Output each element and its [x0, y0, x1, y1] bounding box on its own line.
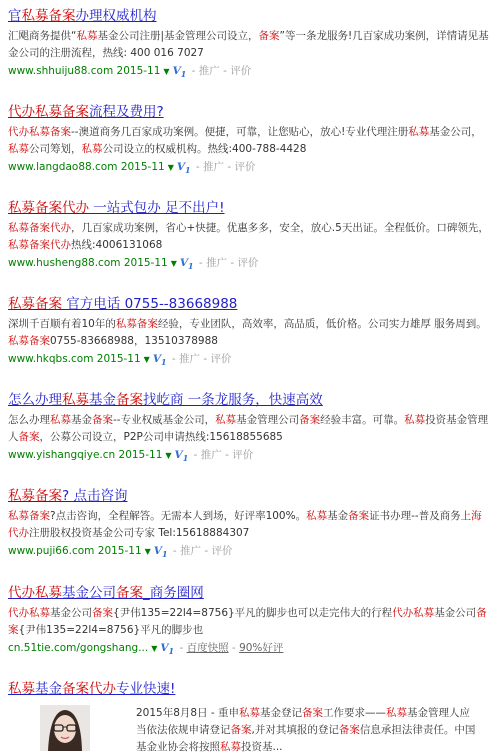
abstract-text-run: 备案	[8, 606, 487, 636]
title-text-run[interactable]: 基金	[35, 680, 62, 697]
v1-badge-icon[interactable]: $V_1$	[179, 257, 194, 272]
abstract-text-run: ”等一条龙服务!几百家成功案例，详情请见基金公司的注册流程，热线: 400 016 7027	[8, 30, 489, 59]
abstract-text-run: 基金	[71, 414, 92, 427]
caret-down-icon[interactable]: ▼	[143, 355, 150, 365]
title-text-run[interactable]: 流程及费用?	[89, 104, 164, 121]
title-text-run[interactable]: 备案	[116, 584, 143, 601]
abstract-text-run: 代办私募	[8, 606, 50, 619]
abstract-text-run: 私募	[386, 706, 408, 719]
title-text-run[interactable]: ? 点击咨询	[62, 488, 128, 505]
abstract-text-run: 投资基...	[241, 740, 283, 753]
meta-separator: -	[168, 353, 180, 366]
abstract-text-run: 基金管理人应当依法依规申请登记	[136, 706, 471, 736]
abstract-text-run: 代办私募备案	[8, 126, 71, 139]
caret-down-icon[interactable]: ▼	[144, 547, 151, 557]
result-abstract	[8, 124, 492, 158]
abstract-text-run: 私募备案	[8, 510, 50, 523]
abstract-text-run: 备案	[338, 723, 360, 736]
abstract-text-run: 私募备案代办	[8, 222, 71, 235]
abstract-text-run: 私募	[8, 143, 29, 156]
abstract-text-run: ，公募公司设立，P2P公司申请热线:15618855685	[39, 431, 283, 444]
abstract-text-run: 基金管理公司	[236, 414, 300, 427]
abstract-text-run: 备案	[18, 431, 40, 444]
meta-separator: -	[190, 449, 201, 462]
abstract-text-run: {尹伟135=22l4=8756}平凡的脚步也可以走完伟大的行程	[113, 606, 393, 619]
abstract-text-run: 热线:4006131068	[71, 239, 163, 252]
result-url[interactable]: www.husheng88.com	[8, 257, 121, 270]
v1-badge-icon[interactable]: $V_1$	[152, 353, 167, 368]
abstract-text-run: 私募	[76, 30, 98, 42]
abstract-text-run: 备案	[302, 706, 324, 719]
result-meta	[8, 543, 492, 563]
abstract-text-run: 投资基金管理人	[8, 414, 489, 444]
result-image-row	[8, 705, 492, 756]
abstract-text-run: 汇飓商务提供“	[8, 30, 77, 42]
abstract-text-run: 经验丰富。可靠。	[320, 414, 405, 427]
meta-separator: -	[224, 161, 235, 174]
meta-separator: -	[201, 545, 212, 558]
result-date: 2015-11	[96, 353, 141, 366]
result-title-link[interactable]	[8, 198, 492, 218]
abstract-text-run: ,并对其填报的登记	[251, 723, 339, 736]
abstract-text-run: 私募	[50, 414, 71, 427]
title-text-run[interactable]: 私募	[8, 680, 35, 697]
abstract-text-run: ，几百家成功案例，省心+快捷。优惠多多，安全，放心.5天出证。全程低价。口碑领先，	[71, 222, 489, 235]
abstract-text-run: 私募	[220, 740, 241, 753]
result-date: 2015-11	[123, 257, 168, 270]
result-meta	[8, 255, 492, 275]
abstract-text-run: 基金公司	[50, 606, 92, 619]
result-abstract	[8, 220, 492, 254]
title-text-run[interactable]: 基金	[89, 392, 116, 409]
abstract-text-run: 私募	[239, 706, 261, 719]
avatar-image[interactable]	[40, 705, 90, 751]
meta-separator: -	[227, 257, 238, 270]
abstract-text-run: 证书办理--普及商务	[369, 510, 461, 523]
v1-badge-icon[interactable]: $V_1$	[176, 161, 191, 176]
meta-link[interactable]: 推广	[198, 65, 220, 77]
result-item	[8, 486, 492, 563]
title-text-run[interactable]: 怎么办理	[8, 392, 62, 409]
meta-separator: -	[192, 161, 204, 174]
meta-link[interactable]: 评价	[230, 65, 252, 77]
meta-link[interactable]: 推广	[203, 161, 225, 174]
result-item	[8, 583, 492, 660]
abstract-text-run: 2015年8月8日 - 重申	[136, 706, 240, 719]
title-text-run[interactable]: 找屹商 一条龙服务，快速高效	[143, 392, 323, 409]
title-text-run[interactable]: 代办	[8, 104, 35, 121]
result-date: 2015-11	[118, 449, 163, 462]
abstract-text-run: 私募备案代办	[8, 239, 71, 252]
result-url[interactable]: www.shhuiju88.com	[8, 65, 114, 77]
meta-separator: -	[188, 65, 199, 77]
abstract-text-run: 私募	[408, 126, 430, 139]
abstract-text-run: 工作要求——	[323, 706, 387, 719]
result-title-link[interactable]	[8, 102, 492, 122]
result-url[interactable]: www.puji66.com	[8, 545, 95, 558]
meta-link[interactable]: 评价	[211, 545, 233, 558]
meta-link[interactable]: 推广	[180, 545, 201, 558]
meta-link[interactable]: 推广	[200, 449, 222, 462]
title-text-run[interactable]: 基金公司	[62, 584, 116, 601]
title-text-run[interactable]: 官方电话 0755--83668988	[62, 296, 238, 313]
title-text-run[interactable]: 私募备案	[8, 296, 62, 313]
result-url[interactable]: www.hkqbs.com	[8, 353, 94, 366]
meta-link[interactable]: 推广	[206, 257, 228, 270]
title-text-run[interactable]: 私募备案	[35, 104, 89, 121]
meta-separator: -	[228, 641, 240, 654]
result-abstract	[8, 605, 492, 639]
abstract-text-run: 上海代办	[8, 510, 482, 540]
meta-separator: -	[169, 545, 180, 558]
result-meta	[8, 159, 492, 179]
title-text-run[interactable]: 私募备案	[8, 488, 62, 505]
title-text-run[interactable]: 代办私募	[8, 584, 62, 601]
meta-link[interactable]: 评价	[234, 161, 256, 174]
result-title-link[interactable]	[8, 294, 492, 314]
abstract-text-run: 公司设立的权威机构。热线:400-788-4428	[102, 143, 307, 156]
meta-separator: -	[200, 353, 211, 366]
meta-link[interactable]: 百度快照	[186, 641, 229, 654]
abstract-text-run: 私募备案	[8, 335, 50, 348]
abstract-text-run: ?点击咨询，全程解答。无需本人到场，好评率100%。	[50, 510, 307, 523]
result-item	[8, 6, 492, 83]
abstract-text-run: 基金公司注册|基金管理公司设立，	[97, 30, 259, 42]
title-text-run[interactable]: 备案	[116, 392, 143, 409]
abstract-text-run: 怎么办理	[8, 414, 50, 427]
caret-down-icon[interactable]: ▼	[167, 163, 174, 173]
abstract-text-run: 备案	[230, 723, 252, 736]
result-meta	[8, 447, 492, 467]
abstract-text-run: 基金登记	[260, 706, 303, 719]
abstract-text-run: 深圳千百顺有着10年的	[8, 318, 116, 331]
meta-separator: -	[176, 641, 187, 654]
result-title-link[interactable]	[8, 6, 492, 26]
result-item	[8, 390, 492, 467]
v1-badge-icon[interactable]: $V_1$	[172, 65, 187, 80]
title-text-run[interactable]: 一站式包办 足不出户!	[89, 200, 225, 217]
abstract-text-run: 备案	[299, 414, 321, 427]
result-item	[8, 294, 492, 371]
title-text-run[interactable]: 官	[8, 8, 22, 24]
abstract-text-run: {尹伟135=22l4=8756}平凡的脚步也	[18, 623, 204, 636]
caret-down-icon[interactable]: ▼	[165, 451, 172, 461]
title-text-run[interactable]: 私募备案	[21, 8, 76, 24]
abstract-text-run: 备案	[348, 510, 370, 523]
meta-separator: -	[219, 65, 231, 77]
abstract-text-run: 私募	[81, 143, 103, 156]
abstract-text-run: 信息承担法律责任。中国基金业协会将按照	[136, 723, 476, 753]
title-text-run[interactable]: _商务圈网	[143, 584, 204, 601]
abstract-text-run: --专业权威基金公司，	[113, 414, 216, 427]
result-meta	[8, 351, 492, 371]
v1-badge-icon[interactable]: $V_1$	[153, 545, 168, 560]
abstract-text-run: 私募备案	[115, 318, 158, 331]
abstract-text-run: 私募	[215, 414, 237, 427]
meta-separator: -	[195, 257, 207, 270]
abstract-text-run: 基金公司	[434, 606, 477, 619]
result-title-link[interactable]	[8, 583, 492, 603]
result-abstract	[8, 412, 492, 446]
v1-badge-icon[interactable]: $V_1$	[174, 449, 189, 464]
result-abstract	[8, 316, 492, 350]
result-date: 2015-11	[120, 161, 165, 174]
abstract-text-run: 基金	[327, 510, 349, 523]
result-date: 2015-11	[116, 65, 161, 77]
abstract-text-run: 代办私募	[392, 606, 435, 619]
result-title-link[interactable]	[8, 679, 492, 699]
v1-badge-icon[interactable]: $V_1$	[160, 641, 175, 656]
result-meta	[8, 640, 492, 660]
title-text-run[interactable]: 私募备案代办	[8, 200, 89, 217]
result-abstract	[8, 28, 492, 62]
caret-down-icon[interactable]: ▼	[170, 259, 177, 269]
meta-link[interactable]: 推广	[179, 353, 201, 366]
abstract-text-run: 备案	[92, 414, 113, 427]
result-url[interactable]: cn.51tie.com/gongshang...	[8, 641, 149, 654]
result-url[interactable]: www.yishangqiye.cn	[8, 449, 116, 462]
title-text-run[interactable]: 专业快速!	[116, 680, 176, 697]
result-date: 2015-11	[97, 545, 142, 558]
abstract-text-run: 备案	[92, 606, 113, 619]
result-title-link[interactable]	[8, 486, 492, 506]
meta-separator: -	[221, 449, 233, 462]
result-abstract	[8, 508, 492, 542]
result-item	[8, 198, 492, 275]
title-text-run[interactable]: 备案代办	[62, 680, 116, 697]
meta-link[interactable]: 评价	[232, 449, 254, 462]
result-url[interactable]: www.langdao88.com	[8, 161, 118, 174]
result-meta	[8, 63, 492, 83]
abstract-text-run: 私募	[404, 414, 426, 427]
abstract-text-run: 注册股权投资基金公司专家 Tel:15618884307	[29, 527, 250, 540]
result-abstract	[136, 705, 480, 756]
title-text-run[interactable]: 办理权威机构	[75, 8, 157, 24]
result-item-with-image	[8, 679, 492, 756]
title-text-run[interactable]: 私募	[62, 392, 89, 409]
abstract-text-run: --澳道商务几百家成功案例。便捷，可靠，让您贴心，放心!专业代理注册	[71, 126, 409, 139]
result-title-link[interactable]	[8, 390, 492, 410]
abstract-text-run: 经验，专业团队，高效率，高品质，低价格。公司实力雄厚 服务周到。	[157, 318, 487, 331]
meta-link[interactable]: 评价	[210, 353, 232, 366]
meta-link[interactable]: 90%好评	[239, 641, 284, 654]
abstract-text-run: 基金公司，	[429, 126, 482, 139]
abstract-text-run: 0755-83668988，13510378988	[50, 335, 218, 348]
caret-down-icon[interactable]: ▼	[163, 67, 170, 76]
abstract-text-run: 备案	[258, 30, 280, 42]
meta-link[interactable]: 评价	[237, 257, 259, 270]
caret-down-icon[interactable]: ▼	[151, 643, 158, 653]
abstract-text-run: 私募	[306, 510, 328, 523]
result-item	[8, 102, 492, 179]
abstract-text-run: 公司筹划，	[29, 143, 82, 156]
